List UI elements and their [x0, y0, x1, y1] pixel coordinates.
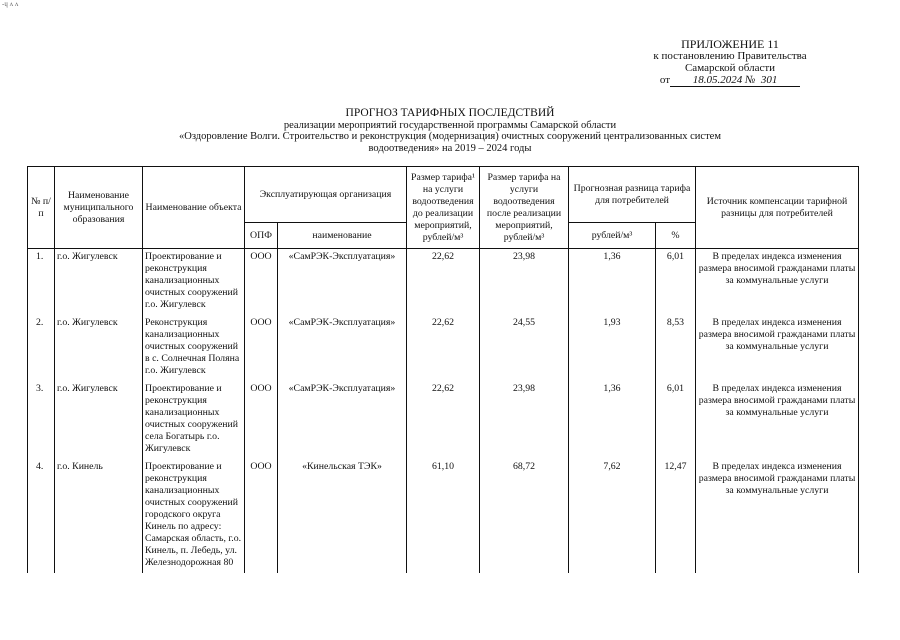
cell-opf: ООО [245, 459, 278, 573]
table-row [28, 249, 859, 316]
cell-num: 1. [28, 249, 55, 316]
heading-line4: водоотведения» на 2019 – 2024 годы [368, 142, 532, 154]
cell-org: «Кинельская ТЭК» [278, 459, 407, 573]
header-source: Источник компенсации тарифной разницы для потребителей [696, 167, 859, 249]
header-tariff-after: Размер тарифа на услуги водоотведения после реализации мероприятий, рублей/м³ [480, 167, 569, 249]
cell-opf: ООО [245, 315, 278, 381]
cell-before: 22,62 [407, 381, 480, 459]
cell-before: 22,62 [407, 315, 480, 381]
annex-line2: к постановлению Правительства [653, 50, 807, 62]
cell-opf: ООО [245, 381, 278, 459]
date-prefix: от [659, 74, 671, 86]
cell-object: Проектирование и реконструкция канализационных очистных сооружений городского округа Кинель по адресу: Самарская область, г.о. Кинель, п. Лебедь, ул. Железнодорожная 80 [143, 459, 245, 573]
header-num: № п/п [28, 167, 55, 249]
header-municipality: Наименование муниципального образования [55, 167, 143, 249]
cell-municipality: г.о. Жигулевск [55, 315, 143, 381]
document-heading [60, 108, 840, 154]
cell-source: В пределах индекса изменения размера вносимой гражданами платы за коммунальные услуги [696, 381, 859, 459]
header-diff-pct: % [656, 223, 696, 249]
header-org-name: наименование [278, 223, 407, 249]
cell-before: 22,62 [407, 249, 480, 316]
cell-municipality: г.о. Жигулевск [55, 381, 143, 459]
annex-title: ПРИЛОЖЕНИЕ 11 [681, 37, 779, 51]
annex-block [600, 38, 860, 87]
cell-object: Реконструкция канализационных очистных сооружений в с. Солнечная Поляна г.о. Жигулевск [143, 315, 245, 381]
cell-after: 23,98 [480, 249, 569, 316]
cell-after: 23,98 [480, 381, 569, 459]
header-org-group: Эксплуатирующая организация [245, 167, 407, 223]
cell-diff-rub: 1,36 [569, 381, 656, 459]
cell-after: 68,72 [480, 459, 569, 573]
cell-diff-pct: 8,53 [656, 315, 696, 381]
scan-artifact: -ɥ ʌ ʌ [2, 0, 19, 8]
cell-object: Проектирование и реконструкция канализационных очистных сооружений села Богатырь г.о. Жигулевск [143, 381, 245, 459]
header-diff-group: Прогнозная разница тарифа для потребителей [569, 167, 696, 223]
cell-object: Проектирование и реконструкция канализационных очистных сооружений г.о. Жигулевск [143, 249, 245, 316]
cell-diff-pct: 6,01 [656, 381, 696, 459]
heading-line3: «Оздоровление Волги. Строительство и реконструкция (модернизация) очистных сооружений централизованных систем [179, 131, 721, 142]
document-title: ПРОГНОЗ ТАРИФНЫХ ПОСЛЕДСТВИЙ [345, 107, 555, 119]
cell-num: 4. [28, 459, 55, 573]
cell-diff-rub: 1,36 [569, 249, 656, 316]
table-header [28, 167, 859, 249]
cell-diff-rub: 7,62 [569, 459, 656, 573]
table-row [28, 381, 859, 459]
date-value: 18.05.2024 [692, 74, 743, 86]
cell-diff-pct: 6,01 [656, 249, 696, 316]
cell-source: В пределах индекса изменения размера вносимой гражданами платы за коммунальные услуги [696, 315, 859, 381]
table-row [28, 459, 859, 573]
table-row [28, 315, 859, 381]
date-number-line [670, 74, 800, 87]
number-value: 301 [760, 74, 778, 86]
tariff-table [27, 166, 859, 573]
cell-org: «СамРЭК-Эксплуатация» [278, 315, 407, 381]
cell-org: «СамРЭК-Эксплуатация» [278, 249, 407, 316]
cell-diff-pct: 12,47 [656, 459, 696, 573]
cell-org: «СамРЭК-Эксплуатация» [278, 381, 407, 459]
number-prefix: № [745, 74, 756, 86]
cell-opf: ООО [245, 249, 278, 316]
cell-diff-rub: 1,93 [569, 315, 656, 381]
cell-num: 2. [28, 315, 55, 381]
annex-line3: Самарской области [684, 62, 776, 74]
cell-source: В пределах индекса изменения размера вносимой гражданами платы за коммунальные услуги [696, 459, 859, 573]
cell-municipality: г.о. Кинель [55, 459, 143, 573]
cell-after: 24,55 [480, 315, 569, 381]
header-tariff-before: Размер тарифа¹ на услуги водоотведения до реализации мероприятий, рублей/м³ [407, 167, 480, 249]
heading-line2: реализации мероприятий государственной программы Самарской области [283, 119, 617, 131]
cell-municipality: г.о. Жигулевск [55, 249, 143, 316]
table-body [28, 249, 859, 574]
annex-date-line [600, 74, 860, 87]
cell-source: В пределах индекса изменения размера вносимой гражданами платы за коммунальные услуги [696, 249, 859, 316]
cell-num: 3. [28, 381, 55, 459]
header-opf: ОПФ [245, 223, 278, 249]
header-diff-rub: рублей/м³ [569, 223, 656, 249]
cell-before: 61,10 [407, 459, 480, 573]
header-object: Наименование объекта [143, 167, 245, 249]
